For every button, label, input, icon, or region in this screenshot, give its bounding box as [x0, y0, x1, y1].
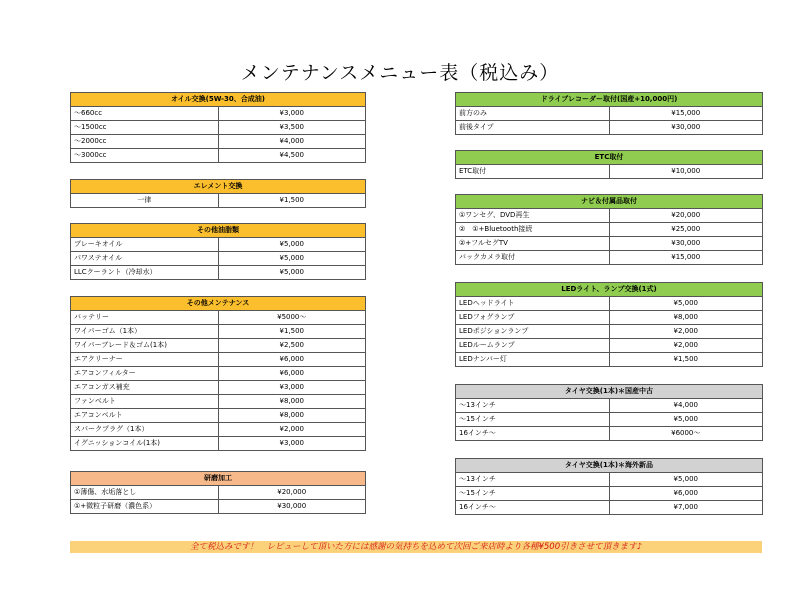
item-price: ¥15,000: [609, 107, 763, 121]
item-price: ¥2,000: [609, 339, 763, 353]
menu-row: [71, 149, 366, 163]
menu-section: [455, 458, 763, 515]
menu-row: [456, 165, 763, 179]
item-price: ¥4,500: [218, 149, 366, 163]
item-name: ②+フルセグTV: [456, 237, 610, 251]
item-price: ¥3,500: [218, 121, 366, 135]
menu-row: [71, 339, 366, 353]
item-name: 前後タイプ: [456, 121, 610, 135]
item-name: ①薄傷、水垢落とし: [71, 486, 219, 500]
item-name: ～660cc: [71, 107, 219, 121]
item-name: 16インチ～: [456, 501, 610, 515]
section-header: エレメント交換: [71, 180, 366, 194]
menu-row: [71, 486, 366, 500]
menu-row: [71, 266, 366, 280]
item-name: LEDフォグランプ: [456, 311, 610, 325]
item-price: ¥4,000: [609, 399, 763, 413]
menu-row: [456, 487, 763, 501]
menu-section: [455, 384, 763, 441]
item-name: エアコンベルト: [71, 409, 219, 423]
menu-row: [71, 381, 366, 395]
item-price: ¥25,000: [609, 223, 763, 237]
item-price: ¥5,000: [218, 266, 366, 280]
section-header: オイル交換(5W-30、合成油): [71, 93, 366, 107]
section-header: タイヤ交換(1本)＊海外新品: [456, 459, 763, 473]
menu-row: [456, 209, 763, 223]
menu-row: [71, 395, 366, 409]
item-name: 一律: [71, 194, 219, 208]
item-price: ¥3,000: [218, 437, 366, 451]
section-header: ナビ＆付属品取付: [456, 195, 763, 209]
item-price: ¥3,000: [218, 107, 366, 121]
item-name: エアコンガス補充: [71, 381, 219, 395]
item-name: バックカメラ取付: [456, 251, 610, 265]
item-price: ¥20,000: [218, 486, 366, 500]
item-price: ¥3,000: [218, 381, 366, 395]
section-header: その他メンテナンス: [71, 297, 366, 311]
item-price: ¥2,500: [218, 339, 366, 353]
item-price: ¥2,000: [609, 325, 763, 339]
item-name: エアクリーナー: [71, 353, 219, 367]
item-name: ～1500cc: [71, 121, 219, 135]
menu-row: [71, 121, 366, 135]
menu-row: [71, 353, 366, 367]
section-header: 研磨加工: [71, 472, 366, 486]
item-price: ¥20,000: [609, 209, 763, 223]
menu-section: [455, 282, 763, 367]
item-name: ①+微粒子研磨（濃色系）: [71, 500, 219, 514]
item-name: LLCクーラント（冷却水）: [71, 266, 219, 280]
menu-row: [456, 107, 763, 121]
menu-row: [71, 194, 366, 208]
item-price: ¥30,000: [609, 237, 763, 251]
menu-section: [70, 92, 366, 163]
item-price: ¥6,000: [609, 487, 763, 501]
menu-row: [71, 311, 366, 325]
menu-row: [456, 297, 763, 311]
item-price: ¥7,000: [609, 501, 763, 515]
item-price: ¥2,000: [218, 423, 366, 437]
menu-row: [456, 311, 763, 325]
footer-note: 全て税込みです！ レビューして頂いた方には感謝の気持ちを込めて次回ご来店時より各種¥500引きさせて頂きます♪: [70, 541, 762, 553]
menu-section: [70, 296, 366, 451]
menu-row: [71, 252, 366, 266]
menu-row: [456, 251, 763, 265]
item-price: ¥6000～: [609, 427, 763, 441]
menu-row: [71, 107, 366, 121]
item-price: ¥4,000: [218, 135, 366, 149]
item-name: ワイパーゴム（1本）: [71, 325, 219, 339]
menu-section: [70, 223, 366, 280]
item-name: ～2000cc: [71, 135, 219, 149]
menu-section: [455, 92, 763, 135]
menu-section: [70, 179, 366, 208]
item-price: ¥5,000: [609, 297, 763, 311]
item-price: ¥5,000: [218, 238, 366, 252]
menu-row: [456, 501, 763, 515]
menu-row: [71, 437, 366, 451]
item-name: ～3000cc: [71, 149, 219, 163]
item-name: ～13インチ: [456, 473, 610, 487]
item-price: ¥15,000: [609, 251, 763, 265]
menu-row: [456, 413, 763, 427]
item-price: ¥8,000: [218, 395, 366, 409]
menu-section: [70, 471, 366, 514]
item-name: LEDルームランプ: [456, 339, 610, 353]
page-title: メンテナンスメニュー表（税込み）: [240, 62, 560, 84]
menu-row: [456, 399, 763, 413]
item-price: ¥1,500: [218, 325, 366, 339]
menu-row: [71, 409, 366, 423]
menu-section: [455, 194, 763, 265]
item-price: ¥5,000: [609, 473, 763, 487]
section-header: その他油脂類: [71, 224, 366, 238]
menu-row: [71, 238, 366, 252]
menu-row: [456, 473, 763, 487]
item-name: ワイパーブレード＆ゴム(1本): [71, 339, 219, 353]
menu-row: [456, 339, 763, 353]
menu-row: [456, 121, 763, 135]
item-name: ～15インチ: [456, 487, 610, 501]
item-name: ～13インチ: [456, 399, 610, 413]
menu-section: [455, 150, 763, 179]
menu-row: [456, 223, 763, 237]
menu-row: [456, 237, 763, 251]
item-name: ブレーキオイル: [71, 238, 219, 252]
section-header: ETC取付: [456, 151, 763, 165]
item-price: ¥6,000: [218, 367, 366, 381]
item-price: ¥8,000: [218, 409, 366, 423]
item-price: ¥5,000: [609, 413, 763, 427]
item-name: パワステオイル: [71, 252, 219, 266]
item-name: イグニッションコイル(1本): [71, 437, 219, 451]
item-name: エアコンフィルター: [71, 367, 219, 381]
item-price: ¥30,000: [609, 121, 763, 135]
menu-row: [71, 500, 366, 514]
item-name: ①ワンセグ、DVD再生: [456, 209, 610, 223]
section-header: LEDライト、ランプ交換(1式): [456, 283, 763, 297]
item-name: ② ①+Bluetooth接続: [456, 223, 610, 237]
item-price: ¥8,000: [609, 311, 763, 325]
item-price: ¥1,500: [218, 194, 366, 208]
item-price: ¥6,000: [218, 353, 366, 367]
item-name: LEDポジションランプ: [456, 325, 610, 339]
item-name: ファンベルト: [71, 395, 219, 409]
item-name: 16インチ～: [456, 427, 610, 441]
item-name: LEDナンバー灯: [456, 353, 610, 367]
item-price: ¥1,500: [609, 353, 763, 367]
menu-row: [456, 427, 763, 441]
section-header: ドライブレコーダー取付(国産+10,000円): [456, 93, 763, 107]
item-price: ¥5,000: [218, 252, 366, 266]
item-name: 前方のみ: [456, 107, 610, 121]
menu-row: [71, 325, 366, 339]
menu-row: [71, 367, 366, 381]
item-name: バッテリー: [71, 311, 219, 325]
item-price: ¥30,000: [218, 500, 366, 514]
menu-row: [71, 423, 366, 437]
item-price: ¥5000～: [218, 311, 366, 325]
menu-row: [456, 325, 763, 339]
menu-row: [71, 135, 366, 149]
item-name: ～15インチ: [456, 413, 610, 427]
item-name: ETC取付: [456, 165, 610, 179]
section-header: タイヤ交換(1本)＊国産中古: [456, 385, 763, 399]
item-name: LEDヘッドライト: [456, 297, 610, 311]
menu-row: [456, 353, 763, 367]
item-price: ¥10,000: [609, 165, 763, 179]
item-name: スパークプラグ（1本）: [71, 423, 219, 437]
